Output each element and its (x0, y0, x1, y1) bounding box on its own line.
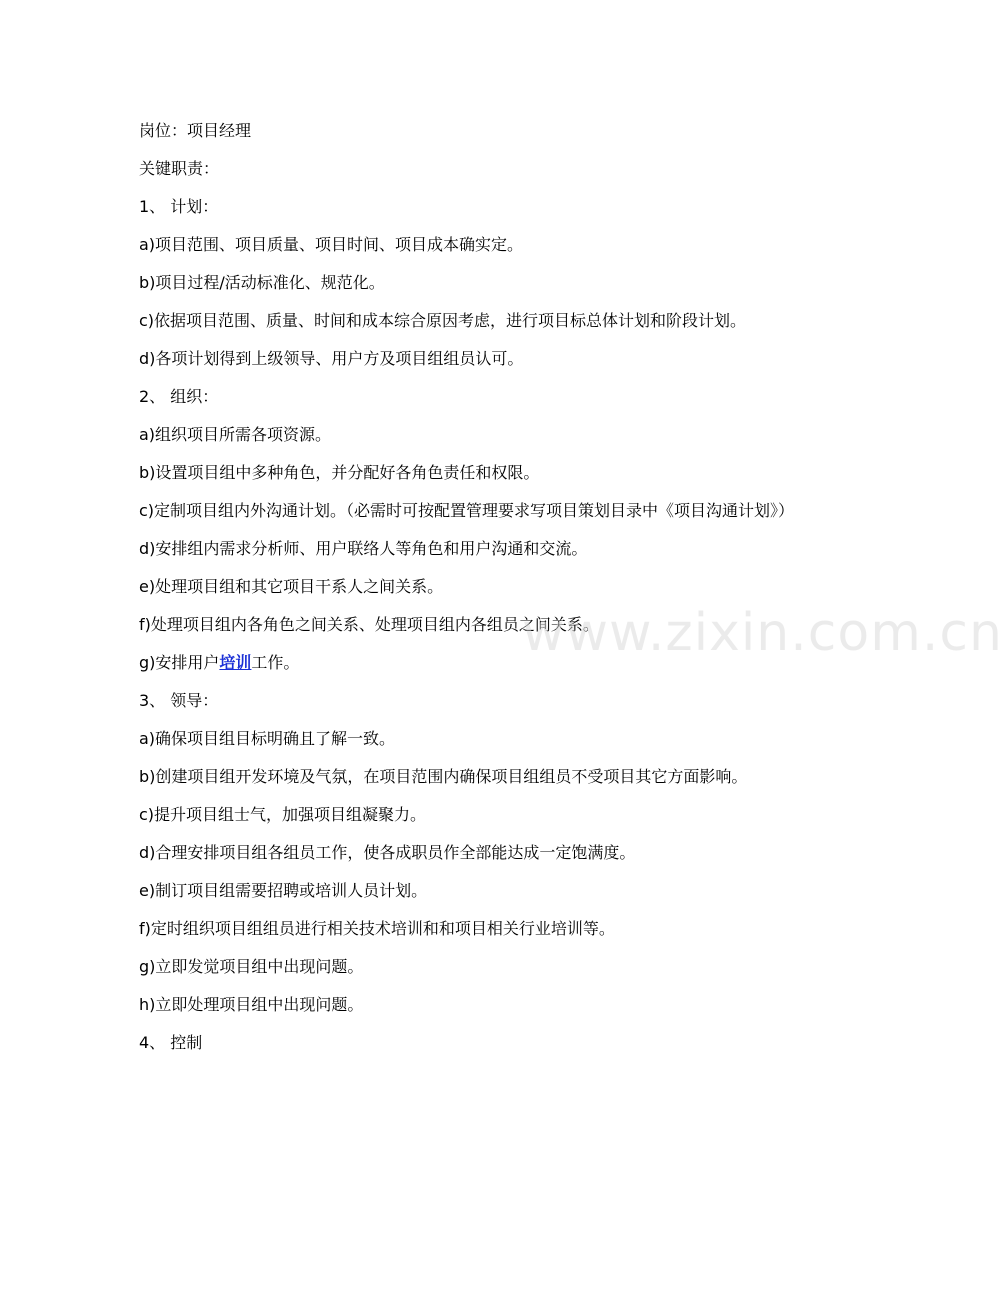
lead-item-e: e)制订项目组需要招聘或培训人员计划。 (139, 881, 428, 900)
lead-item-h: h)立即处理项目组中出现问题。 (139, 995, 364, 1014)
organize-item-c: c)定制项目组内外沟通计划。（必需时可按配置管理要求写项目策划目录中《项目沟通计划》） (139, 501, 795, 520)
position-line: 岗位：项目经理 (139, 121, 252, 140)
lead-item-c: c)提升项目组士气，加强项目组凝聚力。 (139, 805, 427, 824)
organize-item-e: e)处理项目组和其它项目干系人之间关系。 (139, 577, 444, 596)
section-heading-plan: 1、 计划： (139, 197, 219, 216)
organize-item-g-prefix: g)安排用户 (139, 653, 220, 672)
organize-item-f: f)处理项目组内各角色之间关系、处理项目组内各组员之间关系。 (139, 615, 599, 634)
lead-item-g: g)立即发觉项目组中出现问题。 (139, 957, 364, 976)
plan-item-c: c)依据项目范围、质量、时间和成本综合原因考虑，进行项目标总体计划和阶段计划。 (139, 311, 747, 330)
lead-item-b: b)创建项目组开发环境及气氛，在项目范围内确保项目组组员不受项目其它方面影响。 (139, 767, 748, 786)
organize-item-a: a)组织项目所需各项资源。 (139, 425, 332, 444)
section-heading-organize: 2、 组织： (139, 387, 219, 406)
lead-item-f: f)定时组织项目组组员进行相关技术培训和和项目相关行业培训等。 (139, 919, 615, 938)
plan-item-a: a)项目范围、项目质量、项目时间、项目成本确实定。 (139, 235, 524, 254)
document-body (139, 112, 799, 1062)
plan-item-b: b)项目过程/活动标准化、规范化。 (139, 273, 385, 292)
lead-item-a: a)确保项目组目标明确且了解一致。 (139, 729, 396, 748)
section-heading-control: 4、 控制 (139, 1033, 203, 1052)
section-heading-duties: 关键职责： (139, 159, 220, 178)
organize-item-g-suffix: 工作。 (251, 653, 300, 672)
section-heading-lead: 3、 领导： (139, 691, 219, 710)
organize-item-b: b)设置项目组中多种角色，并分配好各角色责任和权限。 (139, 463, 540, 482)
lead-item-d: d)合理安排项目组各组员工作，使各成职员作全部能达成一定饱满度。 (139, 843, 636, 862)
training-link[interactable]: 培训 (219, 653, 252, 672)
organize-item-d: d)安排组内需求分析师、用户联络人等角色和用户沟通和交流。 (139, 539, 588, 558)
organize-item-g (139, 644, 799, 682)
plan-item-d: d)各项计划得到上级领导、用户方及项目组组员认可。 (139, 349, 524, 368)
watermark: www.zixin.com.cn (522, 603, 1003, 663)
